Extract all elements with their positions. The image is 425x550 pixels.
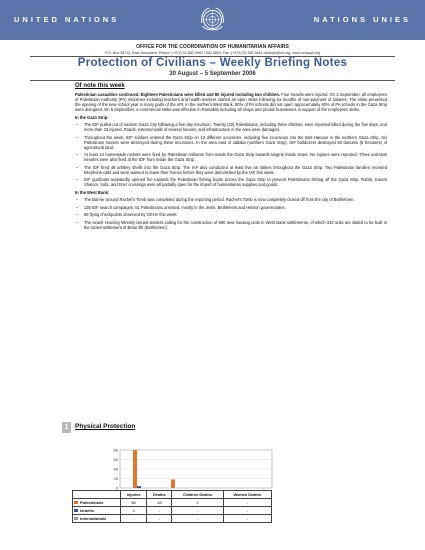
page-title: Protection of Civilians – Weekly Briefing Notes (77, 57, 348, 69)
table-cell: - (223, 515, 271, 523)
intro-paragraph (75, 92, 387, 112)
table-cell: - (172, 515, 223, 523)
row-label-text: Israelis (80, 508, 94, 513)
bar (137, 486, 141, 488)
un-banner (0, 0, 425, 40)
bar (171, 479, 175, 488)
list-item: – At least 14 homemade rockets were fired by Palestinian militants from inside the Gaza Strip towards targets inside Israel. No injuries were reported. Three anti-tank missiles were also fired at the IDF from inside the Gaza Strip. (75, 152, 387, 162)
table-row (73, 507, 272, 515)
column-header: Deaths (147, 491, 172, 499)
legend-swatch (74, 517, 78, 520)
gaza-subheading: In the Gaza Strip: (75, 115, 109, 120)
office-name: OFFICE FOR THE COORDINATION OF HUMANITARIAN AFFAIRS (136, 44, 289, 50)
intro-bold: Palestinian casualties continued. Eighteen Palestinians were killed and 80 injured including two children. (75, 92, 281, 97)
column-header: Women Deaths (223, 491, 271, 499)
table-cell: - (172, 507, 223, 515)
date-range: 30 August – 5 September 2006 (169, 71, 256, 77)
table-cell: 2 (172, 499, 223, 507)
table-row (73, 515, 272, 523)
section-heading: Of note this week (75, 83, 125, 89)
bar (133, 450, 137, 488)
legend-swatch (74, 509, 78, 512)
row-label-text: Internationals (80, 516, 107, 521)
table-cell: 4 (121, 507, 147, 515)
y-tick-label: 80 (113, 448, 118, 453)
y-tick-label: 0 (115, 485, 118, 491)
list-item: – The IDF pulled out of eastern Gaza City following a five day incursion. Twenty (20) Palestinians, including three children, were reported killed during the five days, and more than 33 injured. Roads, external walls of several houses, and infrastructure in the area were damaged. (75, 122, 387, 132)
column-header: Children Deaths (172, 491, 223, 499)
table-corner (73, 491, 121, 499)
table-cell: - (223, 507, 271, 515)
y-tick-label: 60 (113, 456, 118, 462)
table-cell: 80 (121, 499, 147, 507)
list-item: – Throughout the week, IDF soldiers entered the Gaza Strip on 13 different occasions, including five incursions into the Beit Hanoun in the northern Gaza Strip. Six Palestinian houses were destroyed during these incursions. In the area east of Jabalia (northern Gaza Strip), IDF bulldozers destroyed 50 dunums (5 hectares) of agricultural land. (75, 135, 387, 150)
legend-swatch (74, 501, 78, 504)
casualty-table (72, 490, 272, 523)
section-of-note (75, 84, 387, 233)
row-label-text: Palestinians (80, 500, 104, 505)
casualty-chart (72, 448, 372, 550)
column-header: Injuries (121, 491, 147, 499)
table-cell: - (147, 507, 172, 515)
y-tick-label: 20 (113, 475, 118, 481)
section-heading: Physical Protection (75, 423, 136, 430)
westbank-bullet-list (75, 197, 387, 230)
list-item: – IDF gunboats repeatedly opened fire towards the Palestinian fishing boats across the Gaza Strip to prevent Palestinians fishing off the Gaza Strip. Rafah, Karam Shalom, Sufa, and Erez crossings were all partially open for the import of humanitarian supplies and goods. (75, 177, 387, 187)
table-cell: - (147, 515, 172, 523)
banner-right-text: NATIONS UNIES (313, 15, 411, 24)
title-divider (30, 80, 395, 81)
un-emblem-icon (196, 3, 229, 36)
table-cell: - (223, 499, 271, 507)
intro-text: Four Israelis were injured. On 2 September, all employees of Palestinian Authority (PA) ministries including teachers and health workers started an open strike following six months of non-payment of salaries. The strike prevented the opening of the new school year in many parts of the oPt. In the northern West Bank, 80% of PA schools did not open; approximately 60% of PA schools in the Gaza Strip were disrupted. On 5 September, a commercial strike was effective in Ramallah including all shops and private businesses in support of the employees strike. (75, 92, 387, 112)
chart-plot (72, 448, 372, 492)
table-cell: - (121, 515, 147, 523)
table-header-row (73, 491, 272, 499)
westbank-subheading: In the West Bank: (75, 190, 110, 195)
list-item: – 135 IDF search campaigns; 51 Palestinians arrested, mostly in the Jenin, Bethlehem and Hebron governorates. (75, 205, 387, 210)
list-item: – 99 flying checkpoints observed by OCHA this week. (75, 212, 387, 217)
row-label (73, 515, 121, 523)
table-row (73, 499, 272, 507)
list-item: – The Israeli Housing Ministry issued tenders calling for the construction of 690 new housing units in West Bank settlements, of which 342 units are slated to be built in the Israeli settlement of Betar Illit (Bethlehem). (75, 220, 387, 230)
gaza-bullet-list (75, 122, 387, 187)
list-item: – The IDF fired 48 artillery shells into the Gaza Strip. The IAF also conducted at least five air strikes throughout the Gaza Strip. Two Palestinian families received telephone calls and were warned to leave their homes before they were demolished by the IAF this week. (75, 165, 387, 175)
row-label (73, 499, 121, 507)
section-number: 1 (62, 422, 71, 433)
table-cell: 18 (147, 499, 172, 507)
office-address: P.O. Box 38712, East Jerusalem, Phone: (+972) 02-582 9962 / 582 5853, Fax: (+972) 02-582 5841 ochaopt@un.org, www.ochaopt.org (105, 51, 320, 55)
y-tick-label: 40 (113, 466, 118, 472)
row-label (73, 507, 121, 515)
list-item: – The Barrier around Rachel's Tomb was completed during the reporting period. Rachel's Tomb is now completely closed off from the city of Bethlehem. (75, 197, 387, 202)
banner-left-text: UNITED NATIONS (14, 15, 120, 24)
